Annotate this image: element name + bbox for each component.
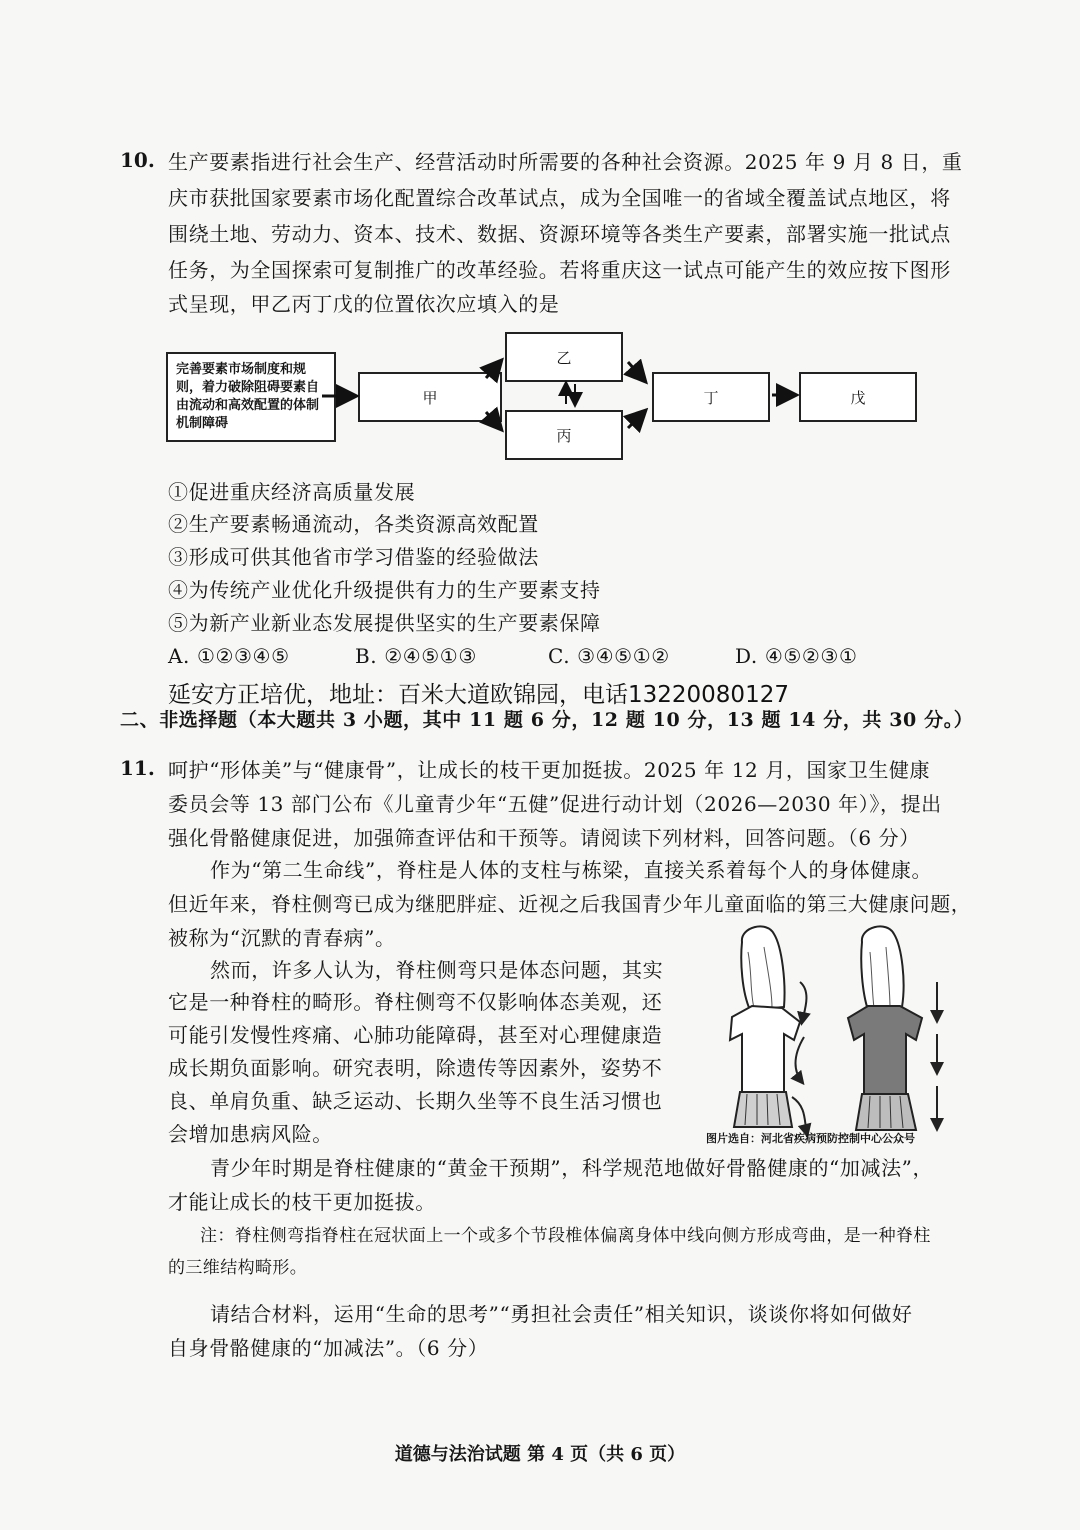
image-caption: 图片选自：河北省疾病预防控制中心公众号 — [706, 1132, 915, 1145]
question-10-line: 式呈现，甲乙丙丁戊的位置依次应填入的是 — [168, 292, 560, 316]
diagram-box-jia: 甲 — [358, 372, 502, 422]
arrow-jia-to-yi — [486, 362, 500, 378]
material-paragraph-2: 它是一种脊柱的畸形。脊柱侧弯不仅影响体态美观，还 — [168, 990, 663, 1014]
question-10-line: 庆市获批国家要素市场化配置综合改革试点，成为全国唯一的省域全覆盖试点地区，将 — [168, 186, 951, 210]
question-10-line: 生产要素指进行社会生产、经营活动时所需要的各种社会资源。2025 年 9 月 8 日，重 — [168, 150, 963, 174]
diagram-box-yi: 乙 — [505, 332, 623, 382]
material-paragraph-1: 但近年来，脊柱侧弯已成为继肥胖症、近视之后我国青少年儿童面临的第三大健康问题， — [168, 892, 972, 916]
material-paragraph-2: 会增加患病风险。 — [168, 1122, 333, 1146]
material-paragraph-1: 作为“第二生命线”，脊柱是人体的支柱与栋梁，直接关系着每个人的身体健康。 — [210, 858, 933, 882]
option-c: C. ③④⑤①② — [548, 644, 670, 668]
girl-bad-posture — [730, 926, 807, 1134]
arrow-jia-to-bing — [486, 412, 500, 428]
section-2-heading: 二、非选择题（本大题共 3 小题，其中 11 题 6 分，12 题 10 分，13 题 14 分，共 30 分。） — [120, 709, 974, 731]
material-paragraph-3: 青少年时期是脊柱健康的“黄金干预期”，科学规范地做好骨骼健康的“加减法”， — [210, 1156, 934, 1180]
question-11-number: 11. — [120, 756, 155, 780]
diagram-box-wu: 戊 — [799, 372, 917, 422]
diagram-start-box: 完善要素市场制度和规则，着力破除阻碍要素自由流动和高效配置的体制机制障碍 — [166, 352, 336, 442]
diagram-box-ding: 丁 — [652, 372, 770, 422]
option-d: D. ④⑤②③① — [735, 644, 858, 668]
question-11-intro-line: 委员会等 13 部门公布《儿童青少年“五健”促进行动计划（2026—2030 年）》，提出 — [168, 792, 942, 816]
advertisement-text: 延安方正培优，地址：百米大道欧锦园，电话13220080127 — [168, 682, 789, 708]
material-paragraph-1: 被称为“沉默的青春病”。 — [168, 926, 396, 950]
arrow-bing-to-ding — [628, 412, 644, 428]
option-a: A. ①②③④⑤ — [168, 644, 290, 668]
option-b: B. ②④⑤①③ — [355, 644, 477, 668]
question-11-intro-line: 强化骨骼健康促进，加强筛查评估和干预等。请阅读下列材料，回答问题。（6 分） — [168, 826, 920, 850]
material-paragraph-3: 才能让成长的枝干更加挺拔。 — [168, 1190, 436, 1214]
page-footer: 道德与法治试题 第 4 页（共 6 页） — [394, 1444, 686, 1465]
note-text: 注：脊柱侧弯指脊柱在冠状面上一个或多个节段椎体偏离身体中线向侧方形成弯曲，是一种脊柱 — [200, 1226, 931, 1246]
question-11-prompt: 请结合材料，运用“生命的思考”“勇担社会责任”相关知识，谈谈你将如何做好 — [210, 1302, 913, 1326]
material-paragraph-2: 然而，许多人认为，脊柱侧弯只是体态问题，其实 — [210, 958, 664, 982]
statement-item: ③形成可供其他省市学习借鉴的经验做法 — [168, 545, 539, 569]
material-paragraph-2: 可能引发慢性疼痛、心肺功能障碍，甚至对心理健康造 — [168, 1023, 663, 1047]
girl-good-posture — [848, 926, 937, 1130]
statement-item: ②生产要素畅通流动，各类资源高效配置 — [168, 512, 539, 536]
arrow-yi-to-ding — [628, 362, 644, 380]
question-11-intro-line: 呵护“形体美”与“健康骨”，让成长的枝干更加挺拔。2025 年 12 月，国家卫生健康 — [168, 758, 931, 782]
question-10-line: 围绕土地、劳动力、资本、技术、数据、资源环境等各类生产要素，部署实施一批试点 — [168, 222, 951, 246]
material-paragraph-2: 良、单肩负重、缺乏运动、长期久坐等不良生活习惯也 — [168, 1089, 663, 1113]
statement-item: ④为传统产业优化升级提供有力的生产要素支持 — [168, 578, 601, 602]
statement-item: ⑤为新产业新业态发展提供坚实的生产要素保障 — [168, 611, 601, 635]
note-text: 的三维结构畸形。 — [168, 1258, 308, 1278]
statement-item: ①促进重庆经济高质量发展 — [168, 480, 416, 504]
question-11-prompt: 自身骨骼健康的“加减法”。（6 分） — [168, 1336, 489, 1360]
question-10-line: 任务，为全国探索可复制推广的改革经验。若将重庆这一试点可能产生的效应按下图形 — [168, 258, 951, 282]
diagram-box-bing: 丙 — [505, 410, 623, 460]
material-paragraph-2: 成长期负面影响。研究表明，除遗传等因素外，姿势不 — [168, 1056, 663, 1080]
question-10-number: 10. — [120, 148, 155, 172]
spine-posture-illustration — [712, 922, 962, 1152]
